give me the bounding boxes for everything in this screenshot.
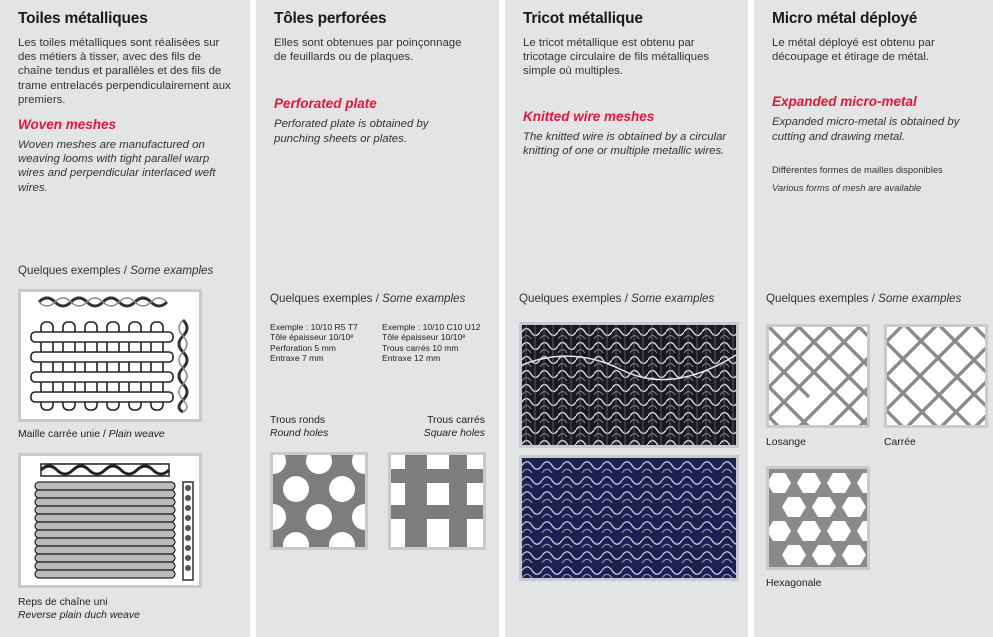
square-holes-caption: Trous carrés Square holes — [423, 415, 485, 439]
examples-label: Quelques exemples / Some examples — [18, 264, 214, 277]
column-title: Micro métal déployé — [772, 10, 918, 27]
mesh-forms-english: Various forms of mesh are available — [772, 181, 922, 193]
round-holes-caption: Trous ronds Round holes — [270, 415, 329, 439]
examples-label: Quelques exemples / Some examples — [766, 292, 962, 305]
reverse-plain-dutch-weave-image — [18, 453, 202, 588]
french-description: Le tricot métallique est obtenu par tricotage circulaire de fils métalliques simple où multiples. — [523, 37, 710, 78]
plain-weave-image — [18, 289, 202, 422]
english-title: Woven meshes — [18, 117, 117, 133]
square-holes-image — [388, 452, 486, 550]
spec-square-holes: Exemple : 10/10 C10 U12 Tôle épaisseur 10/10ᵉ Trous carrés 10 mm Entraxe 12 mm — [382, 322, 481, 363]
english-title: Perforated plate — [274, 96, 377, 112]
column-woven-meshes — [0, 0, 250, 637]
spec-round-holes: Exemple : 10/10 R5 T7 Tôle épaisseur 10/10ᵉ Perforation 5 mm Entraxe 7 mm — [270, 322, 358, 363]
reverse-plain-dutch-weave-caption: Reps de chaîne uni Reverse plain duch weave — [18, 597, 140, 621]
column-expanded-micro-metal — [754, 0, 993, 637]
column-title: Toiles métalliques — [18, 10, 148, 27]
examples-label: Quelques exemples / Some examples — [270, 292, 466, 305]
losange-caption: Losange — [766, 437, 806, 448]
column-perforated-plate — [256, 0, 499, 637]
knitted-mesh-dark-image — [519, 322, 739, 448]
mesh-forms-french: Différentes formes de mailles disponibles — [772, 163, 943, 175]
losange-mesh-image — [766, 324, 870, 428]
column-title: Tôles perforées — [274, 10, 387, 27]
examples-label: Quelques exemples / Some examples — [519, 292, 715, 305]
column-title: Tricot métallique — [523, 10, 643, 27]
carree-mesh-image — [884, 324, 988, 428]
english-description: Expanded micro-metal is obtained by cutting and drawing metal. — [772, 116, 960, 143]
knitted-mesh-blue-image — [519, 455, 739, 581]
carree-caption: Carrée — [884, 437, 916, 448]
english-title: Expanded micro-metal — [772, 94, 917, 110]
french-description: Les toiles métalliques sont réalisées sur des métiers à tisser, avec des fils de chaîne tendus et parallèles et des fils de trame entrelacés perpendiculairement aux premiers. — [18, 37, 231, 106]
english-title: Knitted wire meshes — [523, 108, 655, 124]
hexagonale-mesh-image — [766, 466, 870, 570]
plain-weave-caption: Maille carrée unie / Plain weave — [18, 429, 165, 440]
hexagonale-caption: Hexagonale — [766, 578, 822, 589]
column-knitted-wire — [505, 0, 748, 637]
french-description: Elles sont obtenues par poinçonnage de feuillards ou de plaques. — [274, 37, 462, 64]
english-description: The knitted wire is obtained by a circular knitting of one or multiple metallic wires. — [523, 130, 727, 157]
english-description: Perforated plate is obtained by punching sheets or plates. — [274, 118, 429, 145]
french-description: Le métal déployé est obtenu par découpage et étirage de métal. — [772, 37, 935, 64]
round-holes-image — [270, 452, 368, 550]
english-description: Woven meshes are manufactured on weaving looms with tight parallel warp wires and perpendicular interlaced weft wires. — [18, 139, 216, 194]
